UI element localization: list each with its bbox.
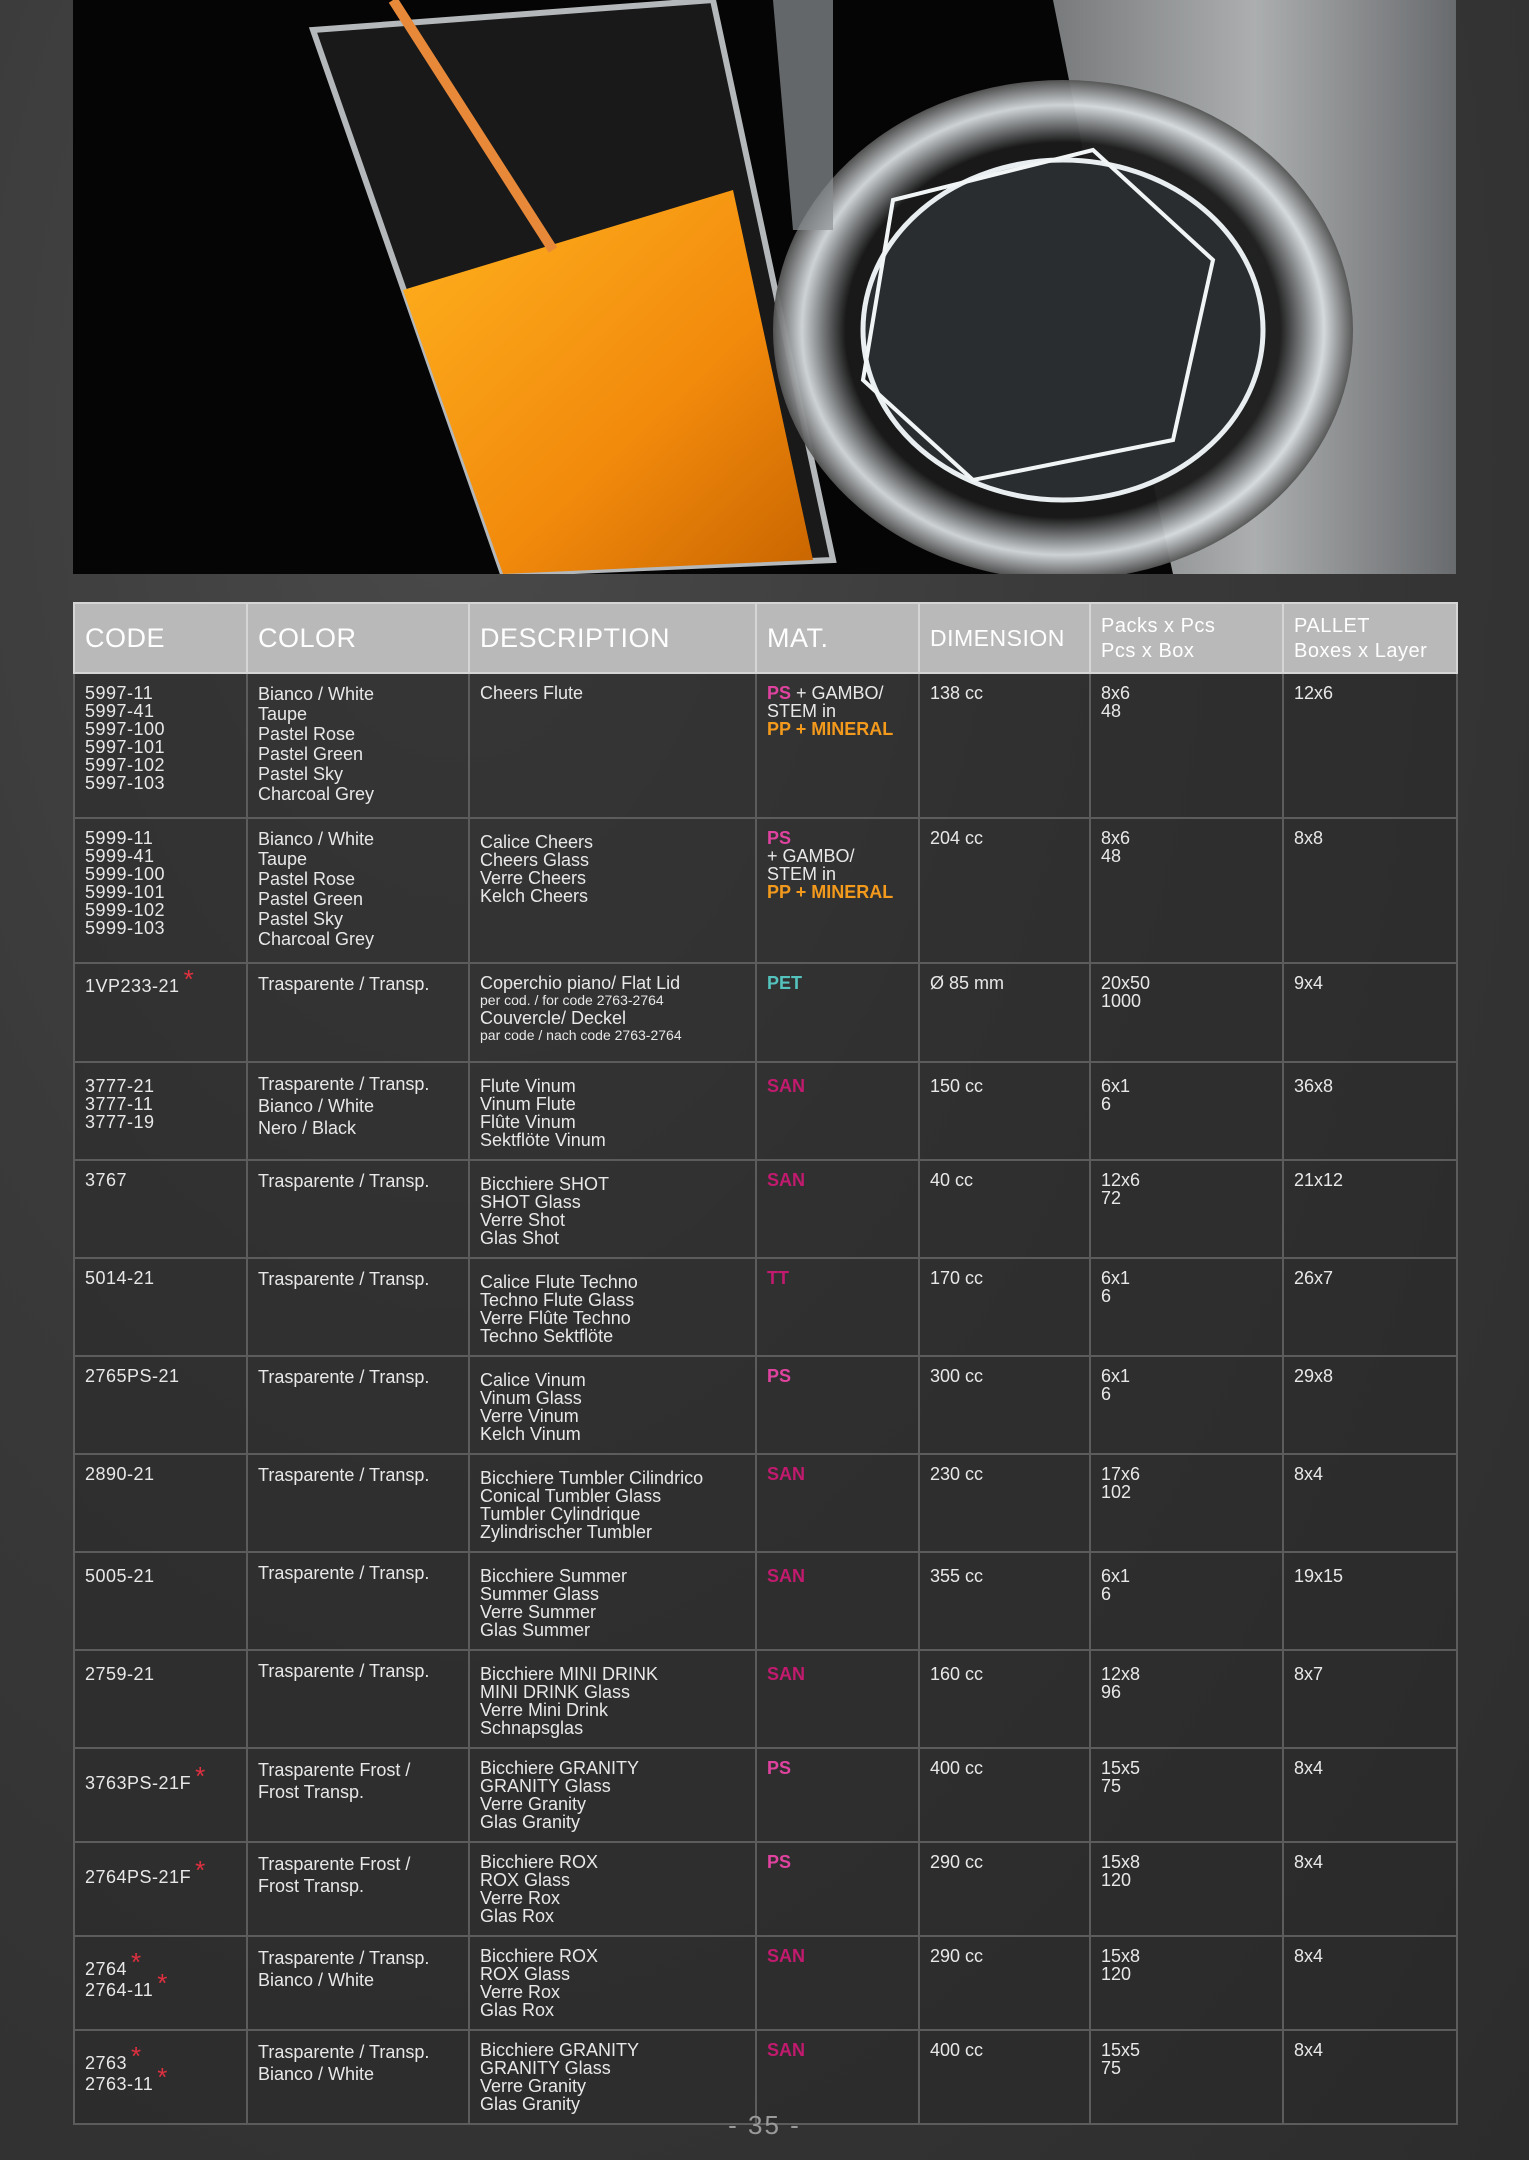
table-row	[74, 1160, 1457, 1258]
dimension-cell: 150 cc	[919, 1062, 1090, 1160]
product-code: 3777-11	[85, 1094, 154, 1114]
packs-cell	[1090, 818, 1283, 963]
material-cell	[756, 1552, 919, 1650]
code-cell	[74, 1842, 247, 1936]
pcs-box-value: 75	[1101, 1776, 1122, 1796]
color-cell	[247, 1650, 469, 1748]
star-marker: *	[183, 964, 195, 994]
material-san: SAN	[767, 2040, 806, 2060]
description-line: Glas Granity	[480, 2094, 581, 2114]
product-code: 5999-103	[85, 918, 166, 938]
description-line: Verre Vinum	[480, 1406, 579, 1426]
pallet-cell: 19x15	[1283, 1552, 1457, 1650]
color-name: Trasparente / Transp.	[258, 1948, 430, 1968]
color-cell	[247, 1258, 469, 1356]
description-line: Bicchiere Tumbler Cilindrico	[480, 1468, 704, 1488]
pallet-cell: 12x6	[1283, 673, 1457, 818]
description-line: Verre Rox	[480, 1888, 561, 1908]
description-cell	[469, 1454, 756, 1552]
packs-value: 6x1	[1101, 1268, 1131, 1288]
material-text: + GAMBO/	[791, 683, 884, 703]
pcs-box-value: 1000	[1101, 991, 1142, 1011]
pallet-cell: 8x4	[1283, 1748, 1457, 1842]
description-cell	[469, 1356, 756, 1454]
color-cell	[247, 1552, 469, 1650]
description-line: Verre Flûte Techno	[480, 1308, 631, 1328]
pallet-cell: 8x4	[1283, 1936, 1457, 2030]
color-name: Frost Transp.	[258, 1782, 365, 1802]
dimension-cell: 290 cc	[919, 1842, 1090, 1936]
dimension-cell: 204 cc	[919, 818, 1090, 963]
description-line: Bicchiere GRANITY	[480, 2040, 640, 2060]
color-name: Trasparente Frost /	[258, 1854, 411, 1874]
material-san: SAN	[767, 1664, 806, 1684]
product-code: 2764PS-21F	[85, 1867, 192, 1887]
packs-cell	[1090, 963, 1283, 1062]
product-code: 2890-21	[85, 1464, 155, 1484]
packs-value: 6x1	[1101, 1076, 1131, 1096]
material-pp-mineral: PP + MINERAL	[767, 882, 894, 902]
material-cell	[756, 1650, 919, 1748]
description-line: Verre Summer	[480, 1602, 597, 1622]
description-cell	[469, 1062, 756, 1160]
star-marker: *	[157, 2062, 168, 2092]
pcs-box-value: 120	[1101, 1964, 1132, 1984]
packs-value: 15x5	[1101, 1758, 1141, 1778]
material-tt: TT	[767, 1268, 789, 1288]
material-ps: PS	[767, 1758, 792, 1778]
description-line: Bicchiere MINI DRINK	[480, 1664, 659, 1684]
color-cell	[247, 1356, 469, 1454]
color-name: Bianco / White	[258, 684, 375, 704]
color-name: Pastel Green	[258, 889, 364, 909]
table-row	[74, 963, 1457, 1062]
glasses-illustration	[73, 0, 1456, 574]
color-name: Frost Transp.	[258, 1876, 365, 1896]
product-code: 5997-102	[85, 755, 166, 775]
description-note: per cod. / for code 2763-2764	[480, 992, 664, 1008]
description-line: Glas Summer	[480, 1620, 591, 1640]
description-line: Verre Cheers	[480, 868, 587, 888]
code-cell	[74, 818, 247, 963]
description-line: Bicchiere Summer	[480, 1566, 628, 1586]
color-name: Trasparente / Transp.	[258, 1269, 430, 1289]
material-san: SAN	[767, 1566, 806, 1586]
material-text: STEM in	[767, 864, 837, 884]
packs-value: 6x1	[1101, 1566, 1131, 1586]
table-row	[74, 1650, 1457, 1748]
code-cell	[74, 1454, 247, 1552]
description-line: Kelch Vinum	[480, 1424, 581, 1444]
pcs-box-value: 6	[1101, 1094, 1112, 1114]
color-name: Bianco / White	[258, 829, 375, 849]
product-code: 3777-21	[85, 1076, 155, 1096]
color-name: Taupe	[258, 849, 308, 869]
description-line: Calice Flute Techno	[480, 1272, 638, 1292]
code-cell	[74, 1258, 247, 1356]
description-line: Techno Sektflöte	[480, 1326, 614, 1346]
product-code: 3767	[85, 1170, 128, 1190]
material-cell	[756, 1160, 919, 1258]
color-name: Trasparente / Transp.	[258, 2042, 430, 2062]
description-line: Bicchiere GRANITY	[480, 1758, 640, 1778]
material-ps: PS	[767, 683, 792, 703]
dimension-cell: 355 cc	[919, 1552, 1090, 1650]
product-table	[73, 602, 1458, 2125]
product-code: 5997-100	[85, 719, 166, 739]
pallet-cell: 8x4	[1283, 1454, 1457, 1552]
star-marker: *	[195, 1855, 206, 1885]
description-cell	[469, 1650, 756, 1748]
dimension-cell: Ø 85 mm	[919, 963, 1090, 1062]
product-code: 2765PS-21	[85, 1366, 180, 1386]
packs-cell	[1090, 1650, 1283, 1748]
product-code: 3763PS-21F	[85, 1773, 192, 1793]
color-name: Trasparente / Transp.	[258, 1563, 430, 1583]
header-code: CODE	[74, 603, 247, 673]
description-line: Tumbler Cylindrique	[480, 1504, 641, 1524]
product-code: 3777-19	[85, 1112, 155, 1132]
dimension-cell: 40 cc	[919, 1160, 1090, 1258]
color-name: Taupe	[258, 704, 308, 724]
header-pallet-line2: Boxes x Layer	[1294, 640, 1428, 662]
packs-cell	[1090, 1356, 1283, 1454]
table-row	[74, 1062, 1457, 1160]
color-name: Pastel Green	[258, 744, 364, 764]
material-cell	[756, 1936, 919, 2030]
pcs-box-value: 6	[1101, 1584, 1112, 1604]
packs-value: 8x6	[1101, 828, 1131, 848]
dimension-cell: 230 cc	[919, 1454, 1090, 1552]
material-cell	[756, 1062, 919, 1160]
table-row	[74, 1936, 1457, 2030]
description-line: Bicchiere SHOT	[480, 1174, 610, 1194]
color-name: Nero / Black	[258, 1118, 357, 1138]
header-packs	[1090, 603, 1283, 673]
star-marker: *	[157, 1968, 168, 1998]
pcs-box-value: 6	[1101, 1384, 1112, 1404]
color-name: Bianco / White	[258, 1970, 375, 1990]
pallet-cell: 8x4	[1283, 2030, 1457, 2124]
material-san: SAN	[767, 1464, 806, 1484]
table-row	[74, 1552, 1457, 1650]
color-cell	[247, 1936, 469, 2030]
pallet-cell: 9x4	[1283, 963, 1457, 1062]
description-line: Verre Granity	[480, 2076, 587, 2096]
material-cell	[756, 1748, 919, 1842]
star-marker: *	[131, 1947, 142, 1977]
description-line: Glas Rox	[480, 1906, 555, 1926]
page-number: - 35 -	[728, 2110, 801, 2140]
code-cell	[74, 1748, 247, 1842]
packs-cell	[1090, 1552, 1283, 1650]
packs-cell	[1090, 1842, 1283, 1936]
code-cell	[74, 1650, 247, 1748]
description-cell	[469, 963, 756, 1062]
description-line: Zylindrischer Tumbler	[480, 1522, 653, 1542]
packs-value: 17x6	[1101, 1464, 1141, 1484]
packs-value: 12x6	[1101, 1170, 1141, 1190]
dimension-cell: 400 cc	[919, 2030, 1090, 2124]
packs-value: 15x5	[1101, 2040, 1141, 2060]
color-name: Pastel Sky	[258, 909, 344, 929]
description-cell	[469, 1842, 756, 1936]
dimension-cell: 138 cc	[919, 673, 1090, 818]
header-dimension: DIMENSION	[919, 603, 1090, 673]
description-line: Coperchio piano/ Flat Lid	[480, 973, 681, 993]
description-cell	[469, 1936, 756, 2030]
pcs-box-value: 120	[1101, 1870, 1132, 1890]
description-line: Summer Glass	[480, 1584, 600, 1604]
color-cell	[247, 818, 469, 963]
product-code: 5997-11	[85, 683, 154, 703]
material-text: + GAMBO/	[767, 846, 855, 866]
material-cell	[756, 1258, 919, 1356]
star-marker: *	[131, 2041, 142, 2071]
description-line: GRANITY Glass	[480, 2058, 611, 2078]
material-san: SAN	[767, 1946, 806, 1966]
product-code: 1VP233-21	[85, 976, 180, 996]
material-cell	[756, 818, 919, 963]
description-cell	[469, 1552, 756, 1650]
color-name: Charcoal Grey	[258, 929, 375, 949]
product-code: 5005-21	[85, 1566, 155, 1586]
description-line: Flute Vinum	[480, 1076, 576, 1096]
packs-cell	[1090, 1258, 1283, 1356]
pallet-cell: 36x8	[1283, 1062, 1457, 1160]
material-cell	[756, 1356, 919, 1454]
description-line: Vinum Glass	[480, 1388, 582, 1408]
material-cell	[756, 673, 919, 818]
product-code: 5999-101	[85, 882, 166, 902]
description-line: Verre Rox	[480, 1982, 561, 2002]
color-name: Trasparente / Transp.	[258, 1367, 430, 1387]
pcs-box-value: 6	[1101, 1286, 1112, 1306]
description-line: Bicchiere ROX	[480, 1946, 599, 1966]
color-name: Trasparente / Transp.	[258, 1465, 430, 1485]
color-cell	[247, 1748, 469, 1842]
description-line: Verre Mini Drink	[480, 1700, 609, 1720]
description-line: Bicchiere ROX	[480, 1852, 599, 1872]
header-packs-line1: Packs x Pcs	[1101, 615, 1216, 637]
description-note: par code / nach code 2763-2764	[480, 1027, 682, 1043]
code-cell	[74, 1160, 247, 1258]
color-cell	[247, 673, 469, 818]
pallet-cell: 29x8	[1283, 1356, 1457, 1454]
material-san: SAN	[767, 1076, 806, 1096]
product-code: 5999-41	[85, 846, 155, 866]
pcs-box-value: 48	[1101, 701, 1122, 721]
code-cell	[74, 1936, 247, 2030]
pallet-cell: 8x4	[1283, 1842, 1457, 1936]
header-pallet-line1: PALLET	[1294, 615, 1370, 637]
table-row	[74, 673, 1457, 818]
material-ps: PS	[767, 1852, 792, 1872]
description-cell	[469, 1160, 756, 1258]
color-name: Pastel Rose	[258, 869, 356, 889]
description-line: Calice Vinum	[480, 1370, 586, 1390]
product-code: 2759-21	[85, 1664, 155, 1684]
pcs-box-value: 96	[1101, 1682, 1122, 1702]
material-pet: PET	[767, 973, 803, 993]
description-line: Verre Shot	[480, 1210, 566, 1230]
material-ps: PS	[767, 1366, 792, 1386]
product-code: 5999-100	[85, 864, 166, 884]
color-name: Trasparente / Transp.	[258, 974, 430, 994]
color-cell	[247, 1842, 469, 1936]
description-cell	[469, 1748, 756, 1842]
product-code: 5999-102	[85, 900, 166, 920]
table-row	[74, 1748, 1457, 1842]
product-code: 2764-11	[85, 1980, 154, 2000]
pallet-cell: 8x8	[1283, 818, 1457, 963]
product-code-line	[85, 1968, 236, 2000]
description-line: Techno Flute Glass	[480, 1290, 635, 1310]
pallet-cell: 21x12	[1283, 1160, 1457, 1258]
description-cell	[469, 1258, 756, 1356]
star-marker: *	[195, 1761, 206, 1791]
product-code: 2763	[85, 2053, 128, 2073]
description-cell	[469, 818, 756, 963]
product-code: 2763-11	[85, 2074, 154, 2094]
description-line: Conical Tumbler Glass	[480, 1486, 662, 1506]
header-packs-line2: Pcs x Box	[1101, 640, 1195, 662]
description-line: Kelch Cheers	[480, 886, 589, 906]
header-pallet	[1283, 603, 1457, 673]
color-name: Trasparente / Transp.	[258, 1074, 430, 1094]
hero-photo	[73, 0, 1456, 574]
packs-cell	[1090, 1160, 1283, 1258]
material-cell	[756, 1842, 919, 1936]
description-line: Sektflöte Vinum	[480, 1130, 606, 1150]
color-name: Trasparente / Transp.	[258, 1171, 430, 1191]
table-header-row	[74, 603, 1457, 673]
dimension-cell: 160 cc	[919, 1650, 1090, 1748]
description-cell	[469, 673, 756, 818]
color-name: Bianco / White	[258, 1096, 375, 1116]
description-line: ROX Glass	[480, 1964, 571, 1984]
product-code: 5997-103	[85, 773, 166, 793]
dimension-cell: 400 cc	[919, 1748, 1090, 1842]
color-cell	[247, 963, 469, 1062]
color-cell	[247, 1062, 469, 1160]
description-line: Flûte Vinum	[480, 1112, 576, 1132]
packs-cell	[1090, 673, 1283, 818]
packs-cell	[1090, 1936, 1283, 2030]
color-name: Trasparente Frost /	[258, 1760, 411, 1780]
header-description: DESCRIPTION	[469, 603, 756, 673]
pallet-cell: 8x7	[1283, 1650, 1457, 1748]
packs-value: 12x8	[1101, 1664, 1141, 1684]
material-cell	[756, 1454, 919, 1552]
header-material: MAT.	[756, 603, 919, 673]
description-line: Glas Shot	[480, 1228, 560, 1248]
packs-value: 6x1	[1101, 1366, 1131, 1386]
pcs-box-value: 48	[1101, 846, 1122, 866]
table-row	[74, 1258, 1457, 1356]
description-line: Cheers Flute	[480, 683, 584, 703]
table-row	[74, 1454, 1457, 1552]
header-color: COLOR	[247, 603, 469, 673]
pcs-box-value: 102	[1101, 1482, 1132, 1502]
code-cell	[74, 673, 247, 818]
packs-cell	[1090, 1748, 1283, 1842]
table-row	[74, 1356, 1457, 1454]
code-cell	[74, 1356, 247, 1454]
dimension-cell: 170 cc	[919, 1258, 1090, 1356]
description-line: MINI DRINK Glass	[480, 1682, 631, 1702]
material-cell	[756, 963, 919, 1062]
color-cell	[247, 1454, 469, 1552]
description-line: Glas Rox	[480, 2000, 555, 2020]
color-name: Charcoal Grey	[258, 784, 375, 804]
description-line: Verre Granity	[480, 1794, 587, 1814]
material-san: SAN	[767, 1170, 806, 1190]
pallet-cell: 26x7	[1283, 1258, 1457, 1356]
table-row	[74, 818, 1457, 963]
packs-cell	[1090, 1062, 1283, 1160]
code-cell	[74, 963, 247, 1062]
product-code: 5999-11	[85, 828, 154, 848]
packs-value: 8x6	[1101, 683, 1131, 703]
packs-value: 15x8	[1101, 1852, 1141, 1872]
table-row	[74, 1842, 1457, 1936]
description-line: Glas Granity	[480, 1812, 581, 1832]
product-code: 2764	[85, 1959, 128, 1979]
product-code-line	[85, 2062, 236, 2094]
color-name: Trasparente / Transp.	[258, 1661, 430, 1681]
description-line: GRANITY Glass	[480, 1776, 611, 1796]
product-code: 5014-21	[85, 1268, 155, 1288]
description-line: SHOT Glass	[480, 1192, 581, 1212]
description-line: Calice Cheers	[480, 832, 594, 852]
product-code: 5997-101	[85, 737, 166, 757]
packs-cell	[1090, 1454, 1283, 1552]
code-cell	[74, 1062, 247, 1160]
description-line: Schnapsglas	[480, 1718, 584, 1738]
pcs-box-value: 72	[1101, 1188, 1122, 1208]
description-line: Vinum Flute	[480, 1094, 576, 1114]
code-cell	[74, 1552, 247, 1650]
description-line: Cheers Glass	[480, 850, 590, 870]
color-name: Pastel Sky	[258, 764, 344, 784]
material-pp-mineral: PP + MINERAL	[767, 719, 894, 739]
color-name: Bianco / White	[258, 2064, 375, 2084]
description-line: ROX Glass	[480, 1870, 571, 1890]
pcs-box-value: 75	[1101, 2058, 1122, 2078]
dimension-cell: 290 cc	[919, 1936, 1090, 2030]
packs-value: 15x8	[1101, 1946, 1141, 1966]
color-cell	[247, 1160, 469, 1258]
material-ps: PS	[767, 828, 792, 848]
description-line: Couvercle/ Deckel	[480, 1008, 627, 1028]
packs-value: 20x50	[1101, 973, 1151, 993]
product-code: 5997-41	[85, 701, 155, 721]
material-text: STEM in	[767, 701, 837, 721]
color-name: Pastel Rose	[258, 724, 356, 744]
dimension-cell: 300 cc	[919, 1356, 1090, 1454]
